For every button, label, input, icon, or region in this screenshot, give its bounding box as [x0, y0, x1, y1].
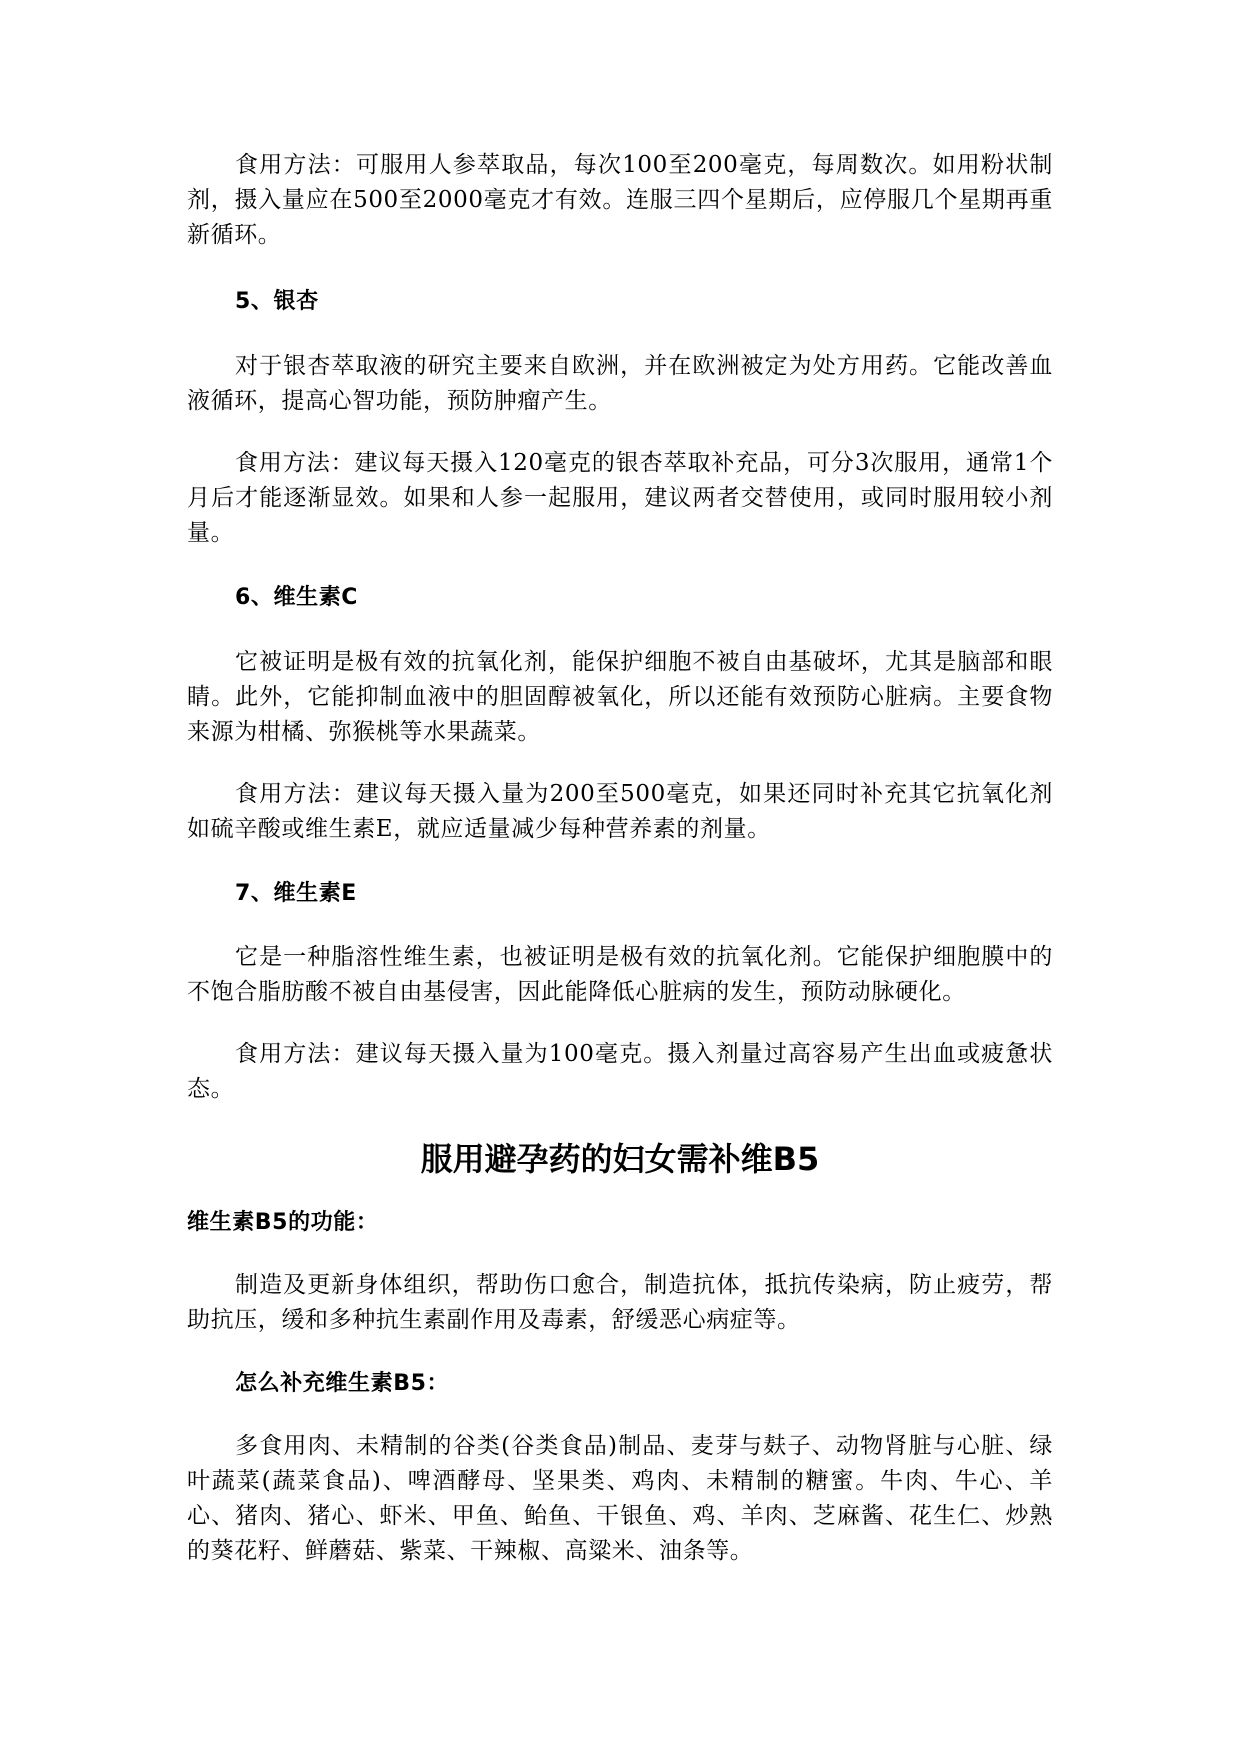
ginkgo-dosage-paragraph: 食用方法：建议每天摄入120毫克的银杏萃取补充品，可分3次服用，通常1个月后才能逐渐显效。如果和人参一起服用，建议两者交替使用，或同时服用较小剂量。	[187, 450, 1053, 546]
document-body	[187, 148, 1053, 1569]
section-title: 服用避孕药的妇女需补维B5	[420, 1140, 820, 1178]
vitamin-c-dosage-paragraph: 食用方法：建议每天摄入量为200至500毫克，如果还同时补充其它抗氧化剂如硫辛酸或维生素E，就应适量减少每种营养素的剂量。	[187, 781, 1053, 842]
subheading-b5-function: 维生素B5的功能：	[187, 1210, 379, 1235]
b5-function-paragraph: 制造及更新身体组织，帮助伤口愈合，制造抗体，抵抗传染病，防止疲劳，帮助抗压，缓和多种抗生素副作用及毒素，舒缓恶心病症等。	[187, 1272, 1053, 1333]
ginkgo-intro-paragraph: 对于银杏萃取液的研究主要来自欧洲，并在欧洲被定为处方用药。它能改善血液循环，提高心智功能，预防肿瘤产生。	[187, 353, 1053, 414]
vitamin-e-intro-paragraph: 它是一种脂溶性维生素，也被证明是极有效的抗氧化剂。它能保护细胞膜中的不饱合脂肪酸不被自由基侵害，因此能降低心脏病的发生，预防动脉硬化。	[187, 944, 1053, 1005]
subheading-b5-supplement: 怎么补充维生素B5：	[235, 1371, 450, 1396]
heading-vitamin-c: 6、维生素C	[235, 585, 359, 610]
ginseng-dosage-paragraph: 食用方法：可服用人参萃取品，每次100至200毫克，每周数次。如用粉状制剂，摄入量应在500至2000毫克才有效。连服三四个星期后，应停服几个星期再重新循环。	[187, 152, 1053, 248]
heading-ginkgo: 5、银杏	[235, 289, 319, 314]
vitamin-c-intro-paragraph: 它被证明是极有效的抗氧化剂，能保护细胞不被自由基破坏，尤其是脑部和眼睛。此外，它能抑制血液中的胆固醇被氧化，所以还能有效预防心脏病。主要食物来源为柑橘、弥猴桃等水果蔬菜。	[187, 649, 1053, 745]
b5-foods-paragraph: 多食用肉、未精制的谷类(谷类食品)制品、麦芽与麸子、动物肾脏与心脏、绿叶蔬菜(蔬菜食品)、啤酒酵母、坚果类、鸡肉、未精制的糖蜜。牛肉、牛心、羊心、猪肉、猪心、虾米、甲鱼、鲐鱼、干银鱼、鸡、羊肉、芝麻酱、花生仁、炒熟的葵花籽、鲜蘑菇、紫菜、干辣椒、高粱米、油条等。	[187, 1433, 1053, 1564]
vitamin-e-dosage-paragraph: 食用方法：建议每天摄入量为100毫克。摄入剂量过高容易产生出血或疲惫状态。	[187, 1041, 1053, 1102]
heading-vitamin-e: 7、维生素E	[235, 881, 357, 906]
